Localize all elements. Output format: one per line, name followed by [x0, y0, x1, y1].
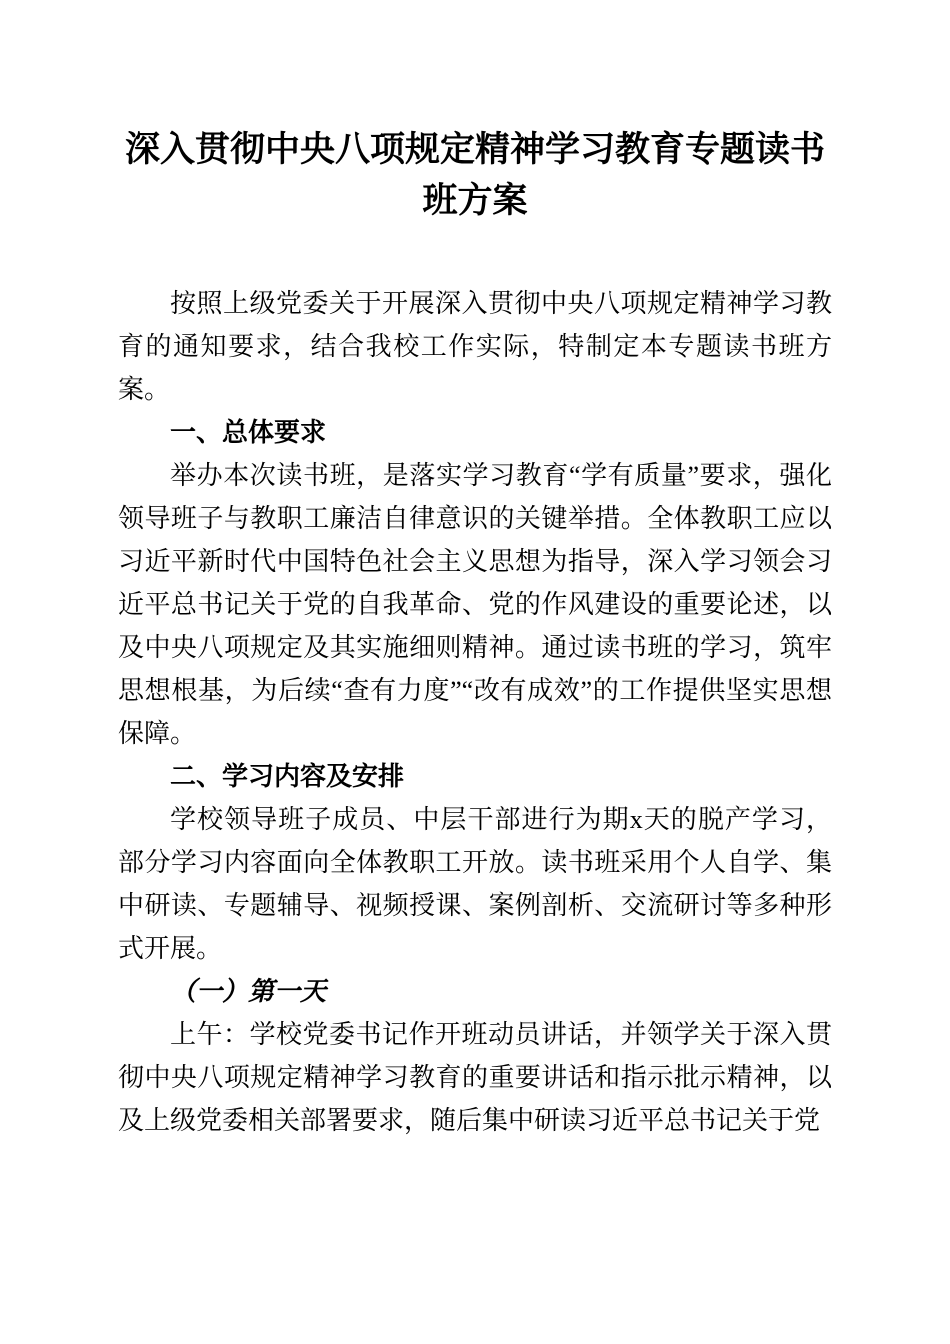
- paragraph: 学校领导班子成员、中层干部进行为期x天的脱产学习，部分学习内容面向全体教职工开放。读书班采用个人自学、集中研读、专题辅导、视频授课、案例剖析、交流研讨等多种形式开展。: [118, 804, 832, 963]
- section-heading: （一）第一天: [170, 976, 327, 1006]
- paragraph: 上午：学校党委书记作开班动员讲话，并领学关于深入贯彻中央八项规定精神学习教育的重要讲话和指示批示精神，以及上级党委相关部署要求，随后集中研读习近平总书记关于党: [118, 1019, 832, 1135]
- paragraph: 按照上级党委关于开展深入贯彻中央八项规定精神学习教育的通知要求，结合我校工作实际，特制定本专题读书班方案。: [118, 288, 832, 404]
- document-body: [118, 282, 832, 1142]
- section-heading: 一、总体要求: [170, 416, 327, 447]
- document-title: 深入贯彻中央八项规定精神学习教育专题读书班方案: [124, 130, 825, 220]
- section-heading: 二、学习内容及安排: [170, 760, 405, 791]
- paragraph: 举办本次读书班，是落实学习教育“学有质量”要求，强化领导班子与教职工廉洁自律意识的关键举措。全体教职工应以习近平新时代中国特色社会主义思想为指导，深入学习领会习近平总书记关于党的自我革命、党的作风建设的重要论述，以及中央八项规定及其实施细则精神。通过读书班的学习，筑牢思想根基，为后续“查有力度”“改有成效”的工作提供坚实思想保障。: [118, 460, 832, 748]
